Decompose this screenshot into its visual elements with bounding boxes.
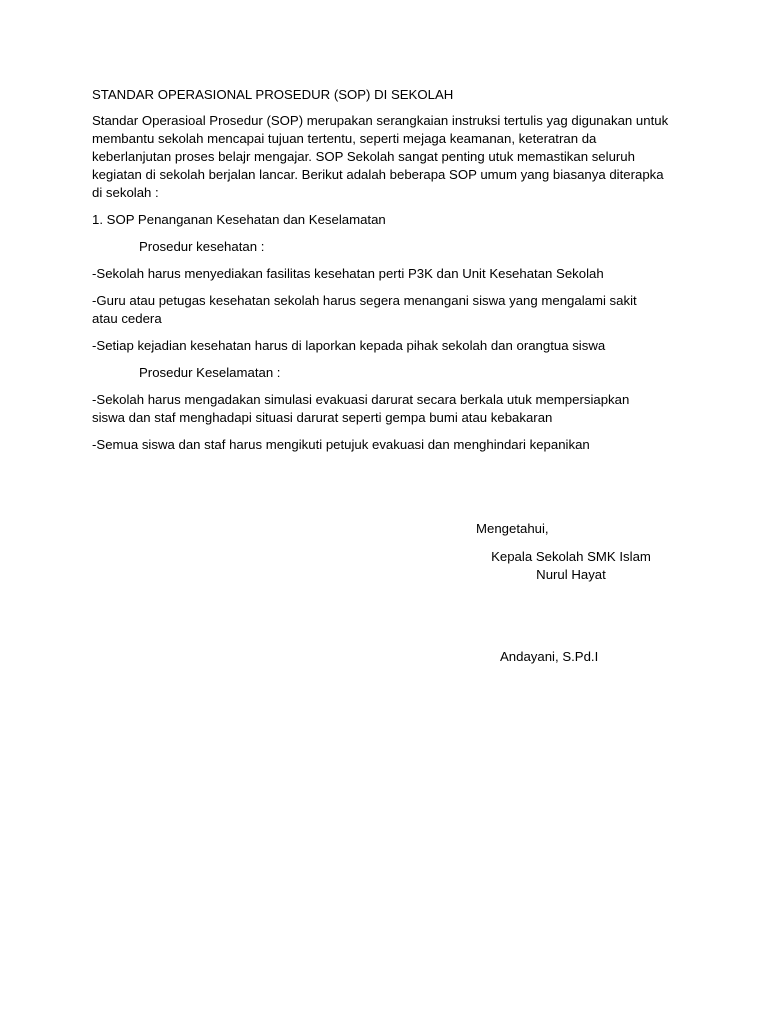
section-heading: 1. SOP Penanganan Kesehatan dan Keselamatan (92, 212, 386, 227)
health-item: -Guru atau petugas kesehatan sekolah harus segera menangani siswa yang mengalami sakit atau cedera (92, 293, 637, 326)
health-item: -Sekolah harus menyediakan fasilitas kesehatan perti P3K dan Unit Kesehatan Sekolah (92, 266, 604, 281)
signatory-role: Kepala Sekolah SMK Islam Nurul Hayat (491, 549, 651, 582)
safety-item: -Semua siswa dan staf harus mengikuti petujuk evakuasi dan menghindari kepanikan (92, 437, 590, 452)
document-content (92, 86, 682, 463)
health-item: -Setiap kejadian kesehatan harus di laporkan kepada pihak sekolah dan orangtua siswa (92, 338, 606, 353)
safety-procedure-heading: Prosedur Keselamatan : (139, 365, 281, 380)
safety-item: -Sekolah harus mengadakan simulasi evakuasi darurat secara berkala utuk mempersiapkan siswa dan staf menghadapi situasi darurat seperti gempa bumi atau kebakaran (92, 392, 630, 425)
intro-paragraph: Standar Operasioal Prosedur (SOP) merupakan serangkaian instruksi tertulis yag digunakan untuk membantu sekolah mencapai tujuan tertentu, seperti mejaga keamanan, keteratran da keberlanjutan proses belajr mengajar. SOP Sekolah sangat penting utuk memastikan seluruh kegiatan di sekolah berjalan lancar. Berikut adalah beberapa SOP umum yang biasanya diterapka di sekolah : (92, 113, 669, 200)
acknowledgement-label: Mengetahui, (476, 521, 549, 536)
health-procedure-heading: Prosedur kesehatan : (139, 239, 265, 254)
document-title: STANDAR OPERASIONAL PROSEDUR (SOP) DI SEKOLAH (92, 87, 454, 102)
signatory-name: Andayani, S.Pd.I (500, 649, 599, 664)
